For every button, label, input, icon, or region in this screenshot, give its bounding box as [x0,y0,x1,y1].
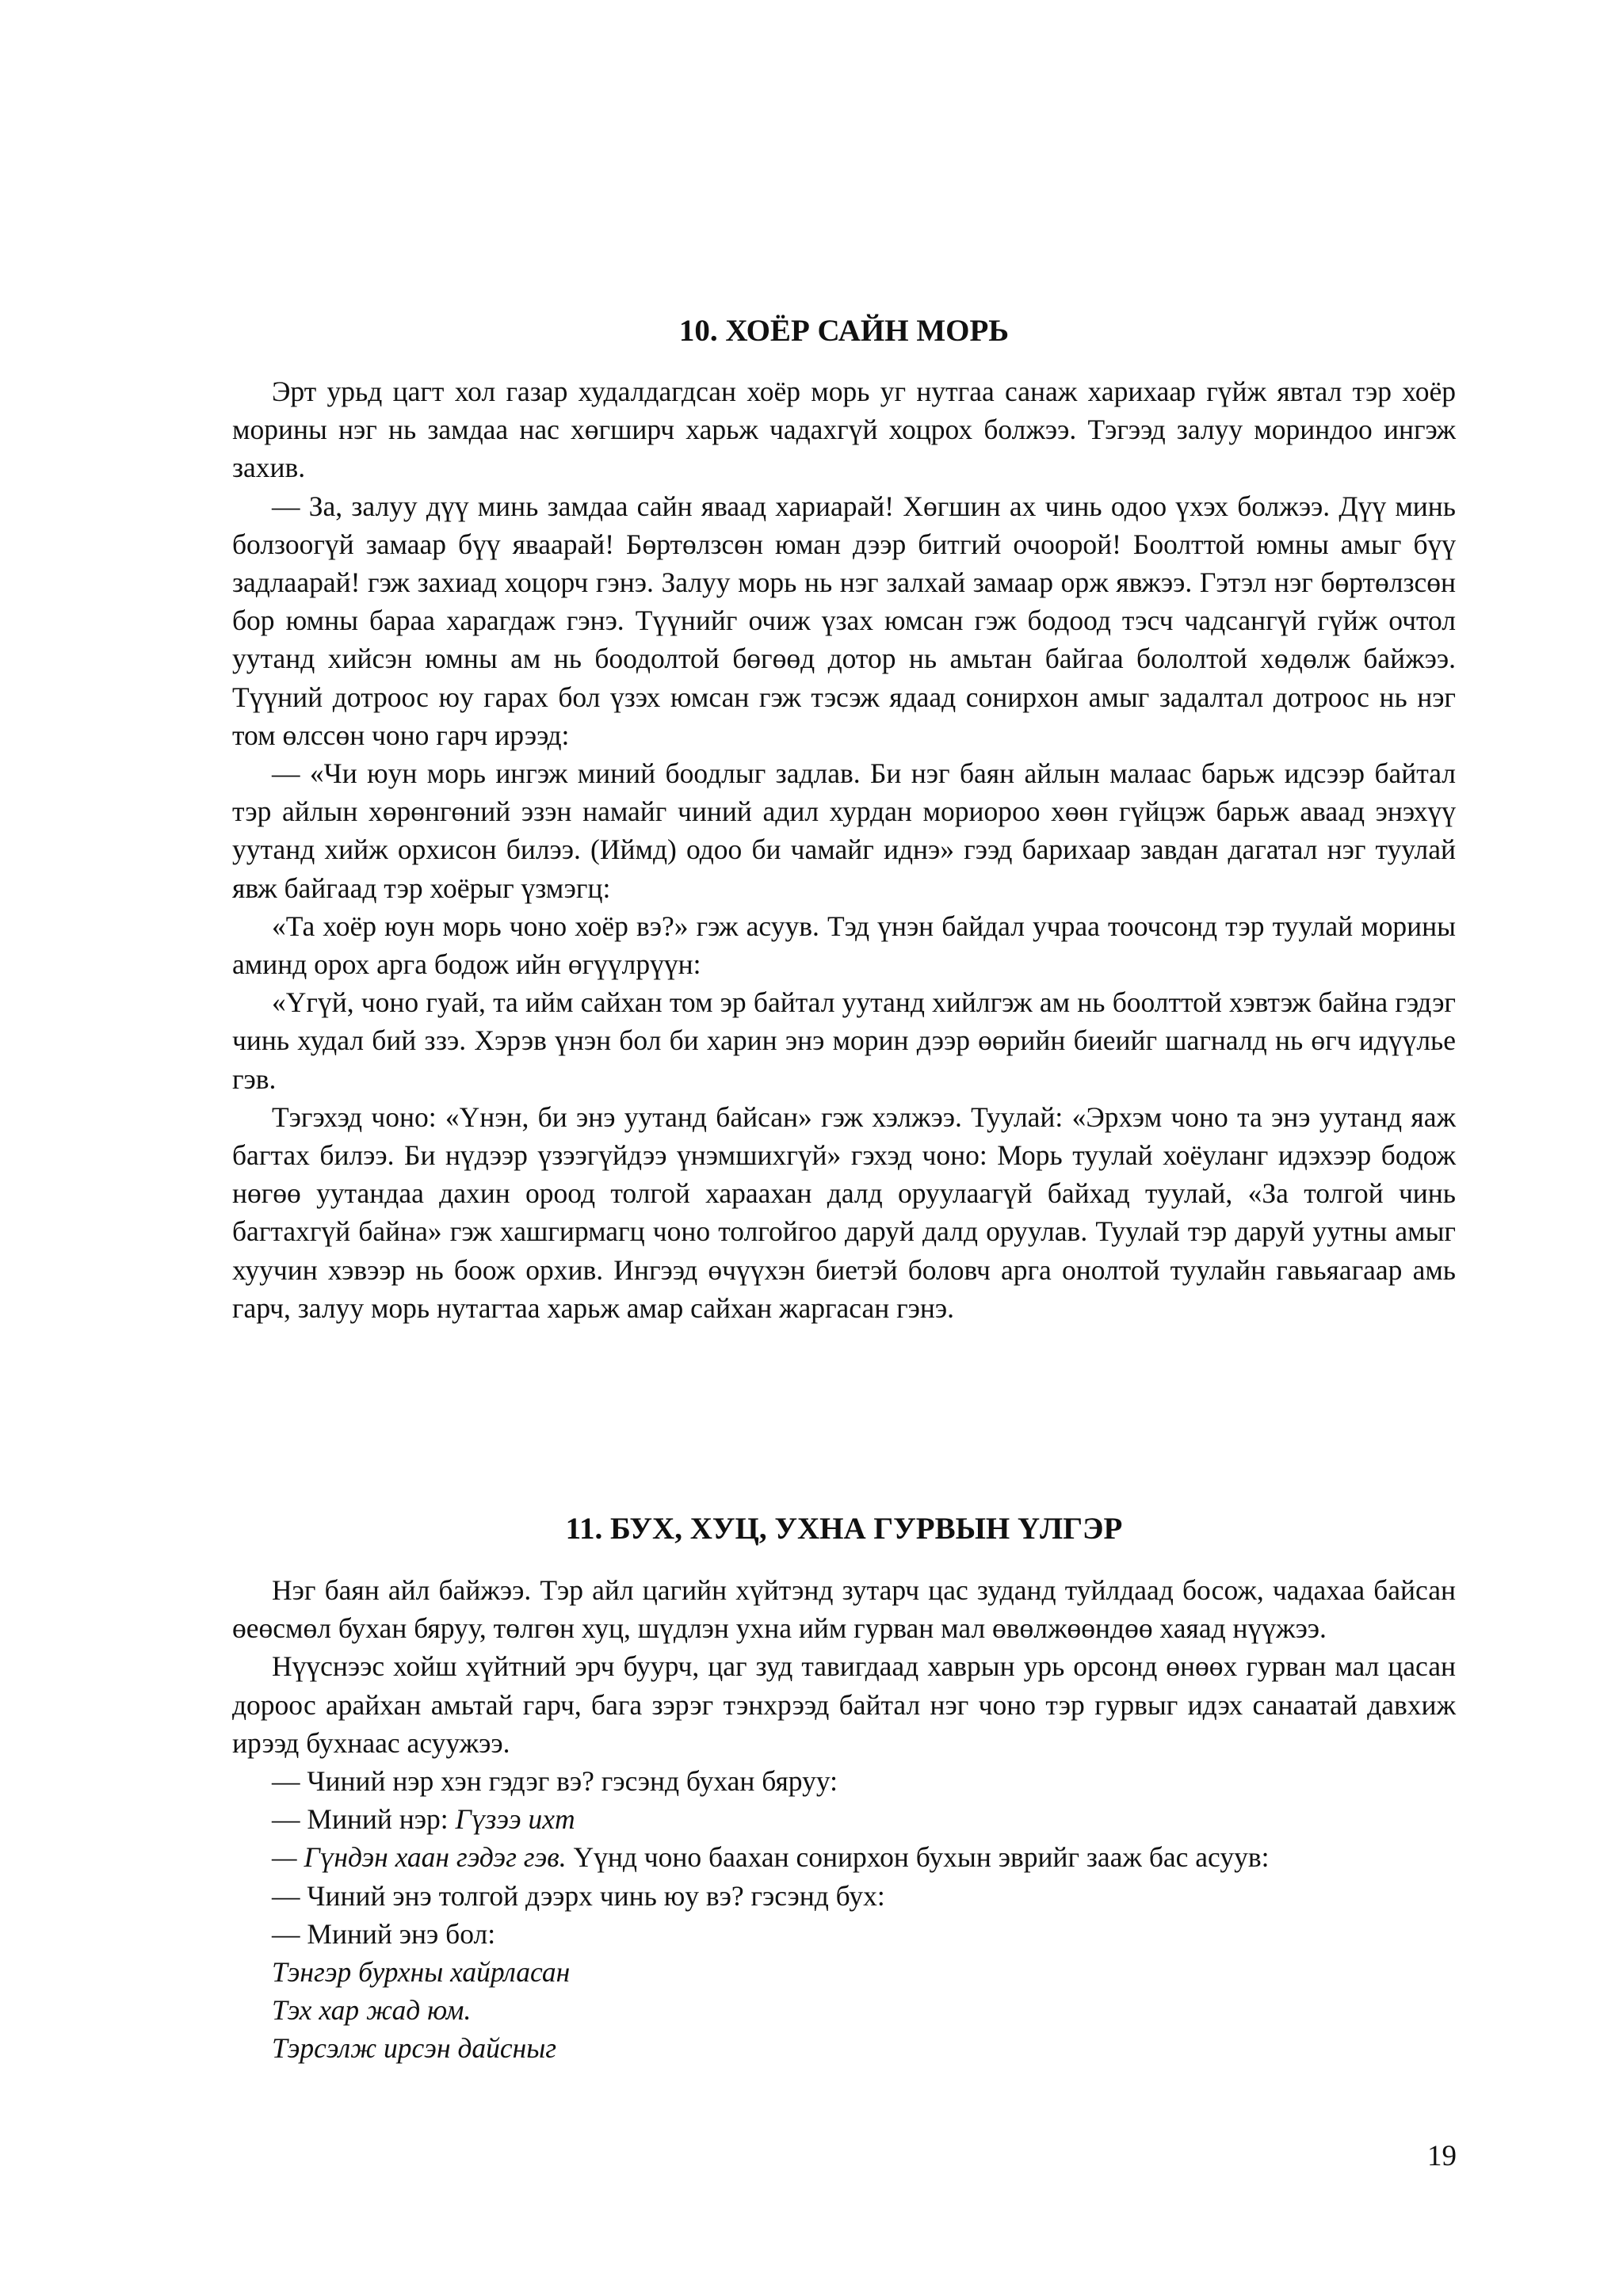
section-title-10: 10. ХОЁР САЙН МОРЬ [678,314,1010,348]
verse-line: Тэх хар жад юм. [272,1994,472,2027]
paragraph: Эрт урьд цагт хол газар худалдагдсан хоёр морь уг нутгаа санаж харихаар гүйж явтал тэр хоёр морины нэг нь замдаа нас хөгширч харьж чадахгүй хоцрох болжээ. Тэгээд залуу мориндоо ингэж захив. [232,376,1456,484]
dialogue-italic-text: — Гүндэн хаан гэдэг гэв. [272,1841,567,1874]
section-title-11: 11. БУХ, ХУЦ, УХНА ГУРВЫН ҮЛГЭР [565,1512,1123,1546]
paragraph: — За, залуу дүү минь замдаа сайн яваад хариарай! Хөгшин ах чинь одоо үхэх болжээ. Дүү минь болзоогүй замаар бүү яваарай! Бөртөлзсөн юман дээр битгий очоорой! Боолттой юмны амыг бүү задлаарай! гэж захиад хоцорч гэнэ. Залуу морь нь нэг залхай замаар орж явжээ. Гэтэл нэг бөртөлзсөн бор юмны бараа харагдаж гэнэ. Түүнийг очиж үзах юмсан гэж бодоод тэсч чадсангүй гүйж очтол уутанд хийсэн юмны ам нь боодолтой бөгөөд дотор нь амьтан байгаа бололтой хөдөлж байжээ. Түүний дотроос юу гарах бол үзэх юмсан гэж тэсэж ядаад сонирхон амыг задалтал дотроос нь нэг том өлссөн чоно гарч ирээд: [232,490,1456,751]
dialogue-line: — Миний энэ бол: [272,1917,496,1950]
dialogue-line [232,1838,1456,1876]
paragraph: — «Чи юун морь ингэж миний боодлыг задлав. Би нэг баян айлын малаас барьж идсээр байтал тэр айлын хөрөнгөний эзэн намайг чиний адил хурдан мориороо хөөн гүйцэж барьж аваад энэхүү уутанд хийж орхисон билээ. (Иймд) одоо би чамайг иднэ» гээд барихаар завдан дагатал нэг туулай явж байгаад тэр хоёрыг үзмэгц: [232,757,1456,904]
dialogue-italic-text: Гүзээ ихт [455,1803,575,1836]
dialogue-text: Үүнд чоно баахан сонирхон бухын эврийг зааж бас асуув: [566,1841,1270,1874]
story-two-good-horses [232,372,1456,1327]
paragraph: Нүүснээс хойш хүйтний эрч буурч, цаг зуд тавигдаад хаврын урь орсонд өнөөх гурван мал цасан дороос арайхан амьтай гарч, бага зэрэг тэнхрээд байтал нэг чоно тэр гурвыг идэх санаатай давхиж ирээд бухнаас асуужээ. [232,1650,1456,1759]
dialogue-line: — Чиний нэр хэн гэдэг вэ? гэсэнд бухан бяруу: [272,1765,838,1798]
verse-line: Тэрсэлж ирсэн дайсныг [272,2032,557,2065]
story-bull-ram-goat [232,1571,1456,2068]
verse-line: Тэнгэр бурхны хайрласан [272,1956,571,1989]
paragraph: Нэг баян айл байжээ. Тэр айл цагийн хүйтэнд зутарч цас зуданд туйлдаад босож, чадахаа байсан өеөсмөл бухан бяруу, төлгөн хуц, шүдлэн ухна ийм гурван мал өвөлжөөндөө хаяад нүүжээ. [232,1574,1456,1645]
dialogue-line [232,1800,1456,1838]
dialogue-line: — Чиний энэ толгой дээрх чинь юу вэ? гэсэнд бух: [272,1879,885,1912]
paragraph: «Үгүй, чоно гуай, та ийм сайхан том эр байтал уутанд хийлгэж ам нь боолттой хэвтэж байна гэдэг чинь худал бий ззэ. Хэрэв үнэн бол би харин энэ морин дээр өөрийн биеийг шагналд нь өгч идүүлье гэв. [232,986,1456,1095]
paragraph: Тэгэхэд чоно: «Үнэн, би энэ уутанд байсан» гэж хэлжээ. Туулай: «Эрхэм чоно та энэ уутанд яаж багтах билээ. Би нүдээр үзээгүйдээ үнэмшихгүй» гэхэд чоно: Морь туулай хоёуланг идэхээр бодож нөгөө уутандаа дахин ороод толгой хараахан далд оруулаагүй байхад туулай, «За толгой чинь багтахгүй байна» гэж хашгирмагц чоно толгойгоо даруй далд оруулав. Туулай тэр даруй уутны амыг хуучин хэвээр нь боож орхив. Ингээд өчүүхэн биетэй боловч арга онолтой туулайн гавьяагаар амь гарч, залуу морь нутагтаа харьж амар сайхан жаргасан гэнэ. [232,1100,1456,1324]
paragraph: «Та хоёр юун морь чоно хоёр вэ?» гэж асуув. Тэд үнэн байдал учраа тоочсонд тэр туулай морины аминд орох арга бодож ийн өгүүлрүүн: [232,910,1456,981]
dialogue-text: — Миний нэр: [272,1803,456,1836]
page-number: 19 [1427,2140,1457,2172]
